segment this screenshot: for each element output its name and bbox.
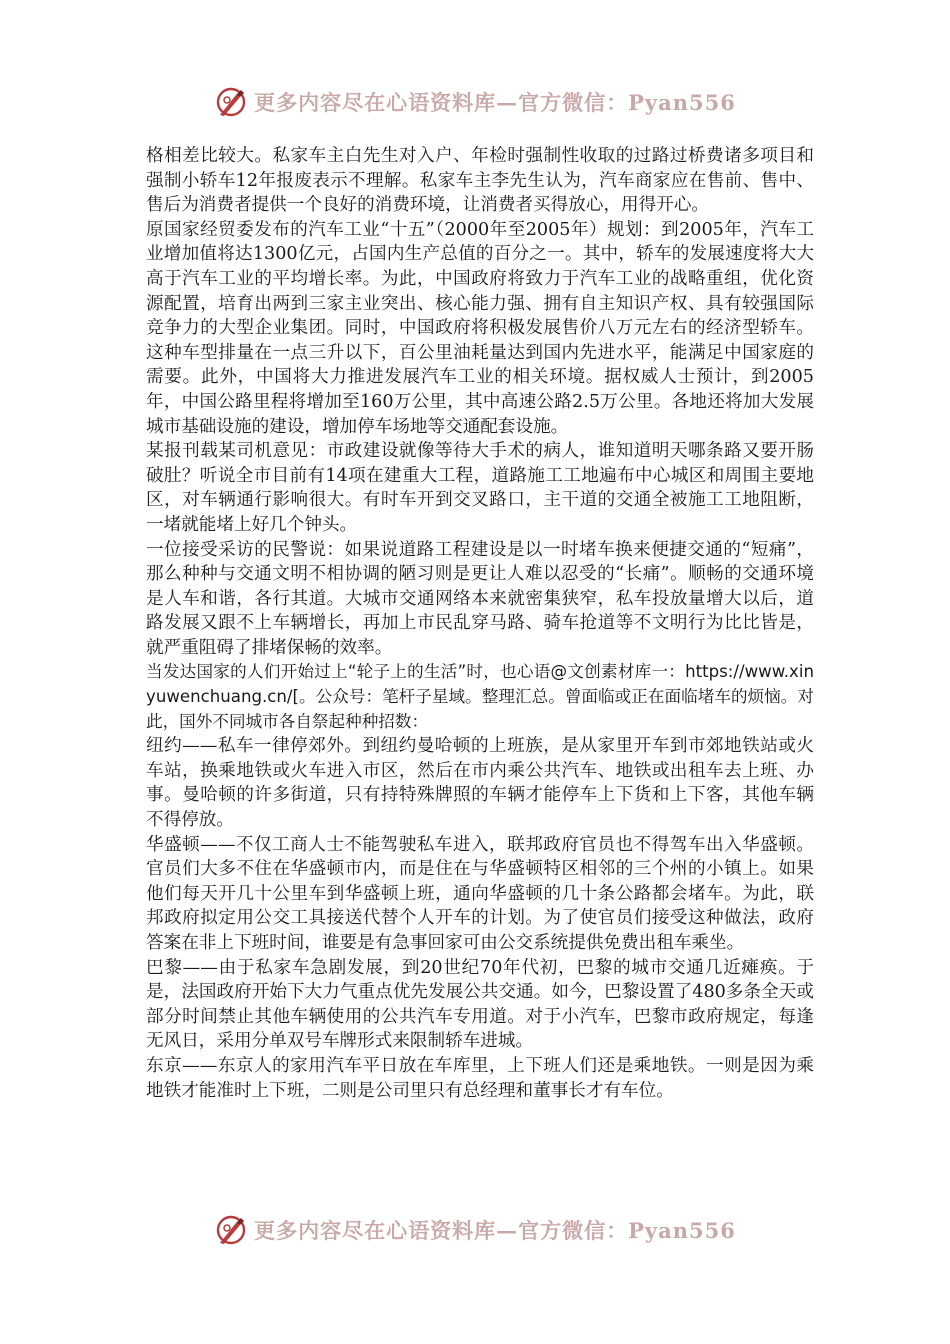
document-body — [146, 144, 814, 1103]
paragraph-foreign-cities-intro: 当发达国家的人们开始过上“轮子上的生活”时，也心语@文创素材库一：https://www.xinyuwenchuang.cn/[。公众号：笔杆子星域。整理汇总。曾面临或正在面临堵车的烦恼。对此，国外不同城市各自祭起种种招数： — [146, 662, 814, 731]
paragraph-driver-opinion: 某报刊载某司机意见：市政建设就像等待大手术的病人，谁知道明天哪条路又要开肠破肚？听说全市目前有14项在建重大工程，道路施工工地遍布中心城区和周围主要地区，对车辆通行影响很大。有时车开到交叉路口，主干道的交通全被施工工地阻断，一堵就能堵上好几个钟头。 — [146, 441, 814, 535]
footer-banner — [0, 1208, 950, 1252]
paragraph-paris: 巴黎——由于私家车急剧发展，到20世纪70年代初，巴黎的城市交通几近瘫痪。于是，法国政府开始下大力气重点优先发展公共交通。如今，巴黎设置了480多条全天或部分时间禁止其他车辆使用的公共汽车专用道。对于小汽车，巴黎市政府规定，每逢无风日，采用分单双号车牌形式来限制轿车进城。 — [146, 957, 814, 1052]
header-banner-text: 更多内容尽在心语资料库—官方微信：Pyan556 — [254, 90, 736, 115]
paragraph-auto-industry-plan: 原国家经贸委发布的汽车工业“十五”（2000年至2005年）规划：到2005年，汽车工业增加值将达1300亿元，占国内生产总值的百分之一。其中，轿车的发展速度将大大高于汽车工业的平均增长率。为此，中国政府将致力于汽车工业的战略重组，优化资源配置，培育出两到三家主业突出、核心能力强、拥有自主知识产权、具有较强国际竞争力的大型企业集团。同时，中国政府将积极发展售价八万元左右的经济型轿车。这种车型排量在一点三升以下，百公里油耗量达到国内先进水平，能满足中国家庭的需要。此外，中国将大力推进发展汽车工业的相关环境。据权威人士预计，到2005年，中国公路里程将增加至160万公里，其中高速公路2.5万公里。各地还将加大发展城市基础设施的建设，增加停车场地等交通配套设施。 — [146, 219, 814, 437]
paragraph-new-york: 纽约——私车一律停郊外。到纽约曼哈顿的上班族，是从家里开车到市郊地铁站或火车站，换乘地铁或火车进入市区，然后在市内乘公共汽车、地铁或出租车去上班、办事。曼哈顿的许多街道，只有持特殊牌照的车辆才能停车上下货和上下客，其他车辆不得停放。 — [146, 736, 814, 831]
paragraph-tokyo: 东京——东京人的家用汽车平日放在车库里，上下班人们还是乘地铁。一则是因为乘地铁才能准时上下班，二则是公司里只有总经理和董事长才有车位。 — [146, 1055, 814, 1101]
paragraph-washington: 华盛顿——不仅工商人士不能驾驶私车进入，联邦政府官员也不得驾车出入华盛顿。官员们大多不住在华盛顿市内，而是住在与华盛顿特区相邻的三个州的小镇上。如果他们每天开几十公里车到华盛顿上班，通向华盛顿的几十条公路都会堵车。为此，联邦政府拟定用公交工具接送代替个人开车的计划。为了使官员们接受这种做法，政府答案在非上下班时间，谁要是有急事回家可由公交系统提供免费出租车乘坐。 — [146, 834, 814, 953]
pen-circle-logo-icon — [214, 1213, 248, 1247]
footer-banner-text: 更多内容尽在心语资料库—官方微信：Pyan556 — [254, 1218, 736, 1243]
paragraph-police-interview: 一位接受采访的民警说：如果说道路工程建设是以一时堵车换来便捷交通的“短痛”，那么种种与交通文明不相协调的陋习则是更让人难以忍受的“长痛”。顺畅的交通环境是人车和谐，各行其道。大城市交通网络本来就密集狭窄，私车投放量增大以后，道路发展又跟不上车辆增长，再加上市民乱穿马路、骑车抢道等不文明行为比比皆是，就严重阻碍了排堵保畅的效率。 — [146, 539, 814, 658]
header-banner — [0, 80, 950, 124]
pen-circle-logo-icon — [214, 85, 248, 119]
paragraph-private-car-owners: 格相差比较大。私家车主白先生对入户、年检时强制性收取的过路过桥费诸多项目和强制小轿车12年报废表示不理解。私家车主李先生认为，汽车商家应在售前、售中、售后为消费者提供一个良好的消费环境，让消费者买得放心，用得开心。 — [146, 146, 814, 216]
